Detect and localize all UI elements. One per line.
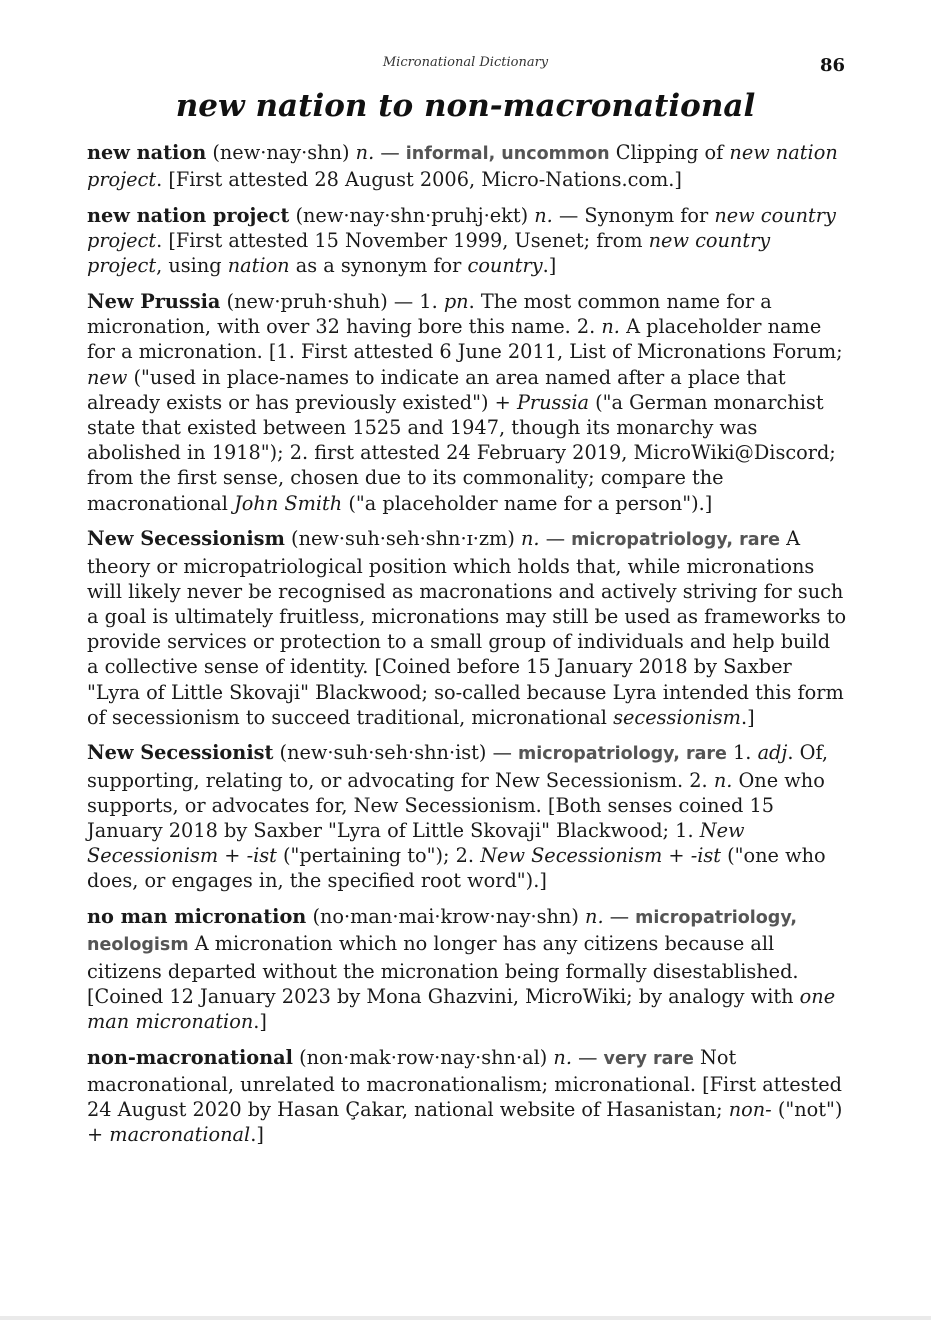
entry-definition-text: -ist <box>246 844 277 868</box>
entry-definition-text: Clipping of <box>615 141 730 164</box>
entry-part-of-speech: n. <box>553 1045 572 1069</box>
entry-pronunciation: (new·nay·shn) <box>212 141 350 164</box>
entry-definition-text: .] <box>250 1123 264 1147</box>
entry-definition-text: .] <box>542 254 557 278</box>
entry-definition-text: One who supports, or advocates for, New Secessionism. [Both senses coined 15 January 2018 by Saxber "Lyra of Little Skovaji" Blackwood; 1. <box>87 768 825 843</box>
entry-part-of-speech: n. <box>534 203 553 227</box>
entry-definition-text: ("a placeholder name for a person").] <box>342 491 713 515</box>
entry-pronunciation: (new·suh·seh·shn·ɪ·zm) <box>291 527 515 551</box>
entry-headword: New Prussia <box>87 290 221 314</box>
page-title: new nation to non-macronational <box>175 88 756 124</box>
entry-definition-text: new country project <box>87 229 771 278</box>
entry-definition-text: ("a German monarchist state that existed between 1525 and 1947, though its monarchy was abolished in 1918"); 2. first attested 24 February 2019, MicroWiki@Discord; from the first sense, chosen due to its commonality; compare the macronational <box>87 390 836 515</box>
entry-definition-text: n. <box>713 768 733 792</box>
entry-usage-label: informal, uncommon <box>405 144 610 164</box>
entry-usage-label: micropatriology, rare <box>518 744 727 765</box>
entry-dash: — <box>393 290 414 314</box>
entry-definition-text: pn <box>443 290 469 314</box>
entry-definition-text: A placeholder name for a micronation. [1. First attested 6 June 2011, List of Micronations Forum; <box>87 315 843 364</box>
entry-definition-text: one man micronation <box>87 984 836 1033</box>
entry-definition-text: . Of, supporting, relating to, or advocating for New Secessionism. 2. <box>87 741 829 792</box>
entry-usage-label: micropatriology, neologism <box>87 908 798 956</box>
entry-definition-text: . The most common name for a micronation, with over 32 having bore this name. 2. <box>87 290 772 339</box>
entry-headword: new nation <box>87 141 207 164</box>
entry-definition-text: as a synonym for <box>289 254 468 278</box>
entry-definition-text: ("used in place-names to indicate an area named after a place that already exists or has previously existed") + <box>87 365 786 414</box>
entry-definition-text: New Secessionism <box>87 819 745 868</box>
entry-definition-text: new <box>87 365 128 389</box>
page-number: 86 <box>819 55 845 76</box>
entry-definition-text: + <box>218 844 247 868</box>
entry-definition-text: , using <box>156 254 228 278</box>
entry-definition-text: ("one who does, or engages in, the specified root word").] <box>87 844 826 893</box>
entry-definition-text: new country project <box>87 203 836 253</box>
entry-dash: — <box>558 203 579 227</box>
entry-dash: — <box>492 741 512 765</box>
entry-definition-text: ("pertaining to"); 2. <box>276 844 481 868</box>
entry-definition-text: Not macronational, unrelated to macronationalism; micronational. [First attested 24 August 2020 by Hasan Çakar, national website of Hasanistan; <box>87 1045 843 1122</box>
entry-definition-text: . [First attested 28 August 2006, Micro-Nations.com.] <box>156 168 682 192</box>
entry-usage-label: micropatriology, rare <box>571 530 781 551</box>
entry-pronunciation: (new·suh·seh·shn·ist) <box>279 741 487 765</box>
entry-pronunciation: (no·man·mai·krow·nay·shn) <box>312 905 579 929</box>
entry-definition-text: A micronation which no longer has any citizens because all citizens departed without the micronation being formally disestablished. [Coined 12 January 2023 by Mona Ghazvini, MicroWiki; by analogy with <box>87 932 800 1008</box>
page-header <box>0 52 931 82</box>
entry-headword: non-macronational <box>87 1045 293 1069</box>
entry-definition-text: Synonym for <box>584 203 715 227</box>
dictionary-entries <box>87 140 847 1158</box>
dictionary-entry <box>87 740 847 893</box>
entry-usage-label: very rare <box>603 1048 694 1069</box>
entry-dash: — <box>545 527 565 551</box>
entry-definition-text: adj <box>757 741 788 765</box>
entry-definition-text: macronational <box>109 1123 251 1147</box>
dictionary-entry <box>87 526 847 730</box>
entry-definition-text: New Secessionism <box>480 844 663 868</box>
dictionary-entry <box>87 289 847 516</box>
entry-part-of-speech: n. <box>585 905 604 929</box>
running-head: Micronational Dictionary <box>382 55 549 70</box>
dictionary-entry <box>87 140 847 192</box>
entry-definition-text: 1. <box>419 290 444 314</box>
entry-definition-text: 1. <box>733 741 758 765</box>
entry-part-of-speech: n. <box>521 527 540 551</box>
entry-definition-text: new nation project <box>87 141 838 192</box>
dictionary-entry <box>87 904 847 1034</box>
entry-definition-text: John Smith <box>234 491 343 515</box>
entry-headword: New Secessionist <box>87 741 274 765</box>
entry-definition-text: secessionism <box>613 705 741 729</box>
entry-pronunciation: (non·mak·row·nay·shn·al) <box>299 1045 548 1069</box>
entry-pronunciation: (new·nay·shn·pruhj·ekt) <box>295 203 529 227</box>
entry-dash: — <box>380 141 400 164</box>
dictionary-entry <box>87 1045 847 1148</box>
entry-pronunciation: (new·pruh·shuh) <box>226 290 388 314</box>
entry-definition-text: -ist <box>690 844 722 868</box>
entry-headword: no man micronation <box>87 905 307 929</box>
entry-headword: new nation project <box>87 203 290 227</box>
entry-definition-text: nation <box>227 254 290 278</box>
entry-headword: New Secessionism <box>87 527 285 551</box>
entry-definition-text: Prussia <box>516 390 590 414</box>
entry-definition-text: + <box>662 844 691 868</box>
entry-definition-text: . [First attested 15 November 1999, Usenet; from <box>156 229 649 253</box>
entry-dash: — <box>609 905 630 929</box>
entry-definition-text: ("not") + <box>87 1098 843 1147</box>
entry-definition-text: n. <box>601 315 620 339</box>
entry-definition-text: country <box>467 254 543 278</box>
entry-definition-text: .] <box>253 1010 267 1033</box>
entry-definition-text: non- <box>728 1098 772 1122</box>
dictionary-entry <box>87 203 847 279</box>
entry-dash: — <box>578 1045 598 1069</box>
entry-definition-text: A theory or micropatriological position which holds that, while micronations will likely never be recognised as macronations and actively striving for such a goal is ultimately fruitless, micronations may still be used as frameworks to provide services or protection to a small group of individuals and help build a collective sense of identity. [Coined before 15 January 2018 by Saxber "Lyra of Little Skovaji" Blackwood; so-called because Lyra intended this form of secessionism to succeed traditional, micronational <box>87 527 847 729</box>
page-bottom-edge <box>0 1316 931 1320</box>
entry-part-of-speech: n. <box>355 141 375 164</box>
entry-definition-text: .] <box>740 705 755 729</box>
